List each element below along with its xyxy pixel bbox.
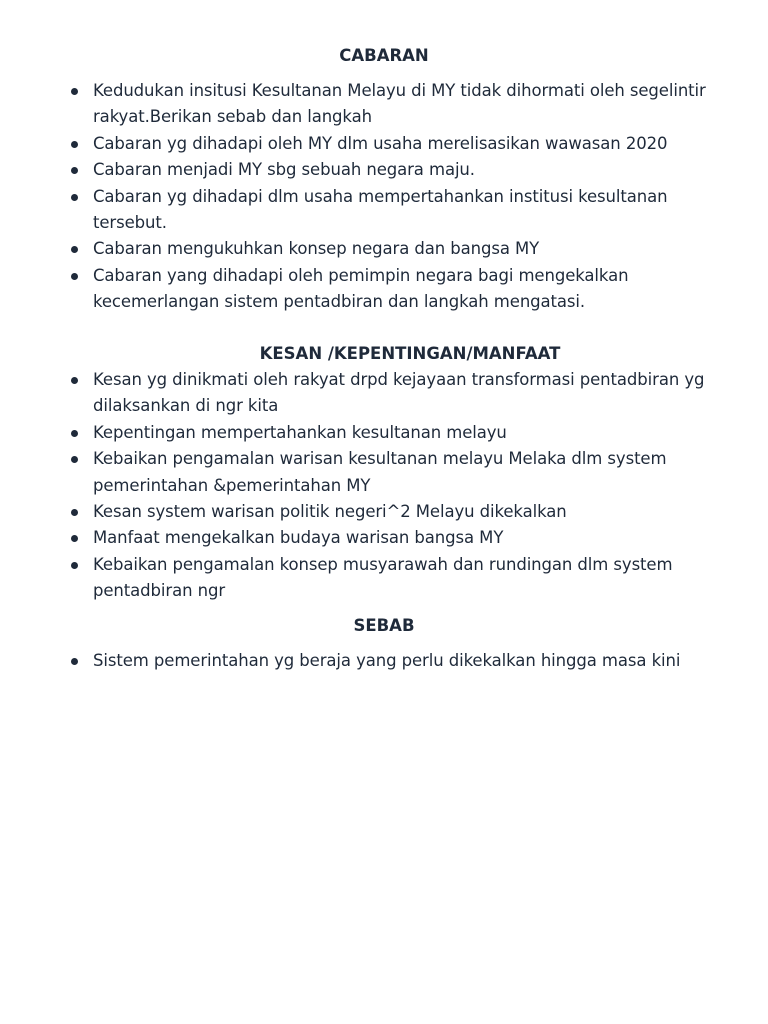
list-item: Cabaran menjadi MY sbg sebuah negara maju.: [0, 157, 768, 183]
list-item: Kepentingan mempertahankan kesultanan melayu: [0, 420, 768, 446]
kesan-list: [0, 367, 768, 605]
list-item: Cabaran mengukuhkan konsep negara dan bangsa MY: [0, 236, 768, 262]
list-item: Manfaat mengekalkan budaya warisan bangsa MY: [0, 525, 768, 551]
sebab-list: [0, 648, 768, 674]
list-item: Kesan system warisan politik negeri^2 Melayu dikekalkan: [0, 499, 768, 525]
cabaran-list: [0, 78, 768, 316]
list-item: Cabaran yang dihadapi oleh pemimpin negara bagi mengekalkan kecemerlangan sistem pentadbiran dan langkah mengatasi.: [0, 263, 768, 316]
list-item: Kebaikan pengamalan konsep musyarawah dan rundingan dlm system pentadbiran ngr: [0, 552, 768, 605]
list-item: Kebaikan pengamalan warisan kesultanan melayu Melaka dlm system pemerintahan &pemerintahan MY: [0, 446, 768, 499]
section-heading-kesan: KESAN /KEPENTINGAN/MANFAAT: [259, 344, 561, 363]
list-item: Kedudukan insitusi Kesultanan Melayu di MY tidak dihormati oleh segelintir rakyat.Berikan sebab dan langkah: [0, 78, 768, 131]
list-item: Cabaran yg dihadapi dlm usaha mempertahankan institusi kesultanan tersebut.: [0, 184, 768, 237]
list-item: Cabaran yg dihadapi oleh MY dlm usaha merelisasikan wawasan 2020: [0, 131, 768, 157]
section-heading-sebab: SEBAB: [353, 616, 415, 635]
list-item: Sistem pemerintahan yg beraja yang perlu dikekalkan hingga masa kini: [0, 648, 768, 674]
section-heading-cabaran: CABARAN: [339, 46, 429, 65]
list-item: Kesan yg dinikmati oleh rakyat drpd kejayaan transformasi pentadbiran yg dilaksankan di ngr kita: [0, 367, 768, 420]
